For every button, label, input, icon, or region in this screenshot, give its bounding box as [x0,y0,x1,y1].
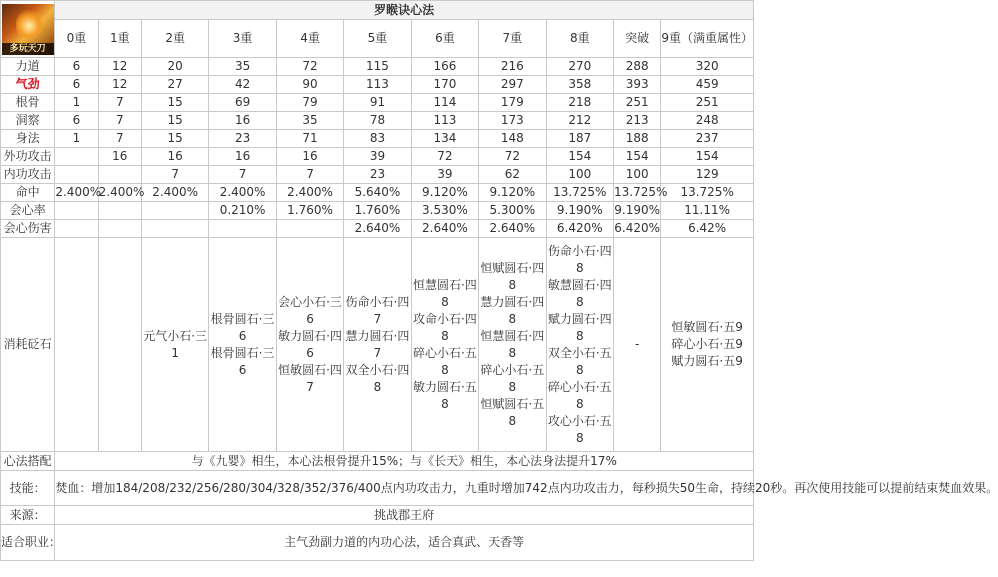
level-header-row [1,20,754,58]
table-cell: 23 [344,166,411,184]
footer-row [1,525,754,561]
table-cell: 358 [546,76,613,94]
table-cell: 15 [141,94,208,112]
table-cell: 71 [276,130,343,148]
row-label: 根骨 [1,94,55,112]
stone-line: 8 [508,413,517,428]
stone-line: 双全小石·四 [345,362,410,377]
stone-line: 8 [441,396,449,411]
stone-line: 8 [575,396,584,411]
stone-line: 攻命小石·四 [412,311,477,326]
stone-line: 6 [306,311,314,326]
table-cell: 148 [479,130,546,148]
stone-line: 敏力圆石·四 [278,328,342,343]
stone-line: 碎心小石·五 [412,345,477,360]
table-cell: 251 [613,94,660,112]
stone-line: 恒赋圆石·四 [480,260,545,275]
table-cell: 2.640% [479,220,546,238]
table-cell: 166 [411,58,478,76]
footer-label: 心法搭配 [1,452,55,471]
stones-cell [479,238,546,452]
stone-line: 8 [575,294,584,309]
level-header-5: 5重 [344,20,411,58]
table-cell: 27 [141,76,208,94]
level-header-10: 9重（满重属性） [661,20,754,58]
table-cell: 7 [98,130,141,148]
stone-line: 恒敏圆石·五9 [671,320,743,334]
footer-text: 挑战郡王府 [55,506,754,525]
table-row [1,202,754,220]
stone-line: 元气小石·三 [143,328,208,343]
table-cell: 2.400% [98,184,141,202]
table-cell: 15 [141,112,208,130]
stone-line: 8 [441,294,449,309]
footer-row [1,506,754,525]
stones-cell [411,238,478,452]
stone-line: 攻心小石·五 [547,413,612,428]
stone-line: 8 [508,311,517,326]
row-label: 外功攻击 [1,148,55,166]
level-header-6: 6重 [411,20,478,58]
stones-row [1,238,754,452]
level-header-8: 8重 [546,20,613,58]
table-cell: 35 [276,112,343,130]
table-cell: 79 [276,94,343,112]
table-cell: 16 [141,148,208,166]
level-header-4: 4重 [276,20,343,58]
table-cell: 134 [411,130,478,148]
row-label: 身法 [1,130,55,148]
table-cell: 23 [209,130,276,148]
table-cell [98,166,141,184]
table-cell: 237 [661,130,754,148]
level-header-7: 7重 [479,20,546,58]
table-cell: 72 [479,148,546,166]
stone-line: 慧力圆石·四 [480,294,545,309]
stone-line: 敏慧圆石·四 [547,277,612,292]
stones-cell [141,238,208,452]
table-cell: 90 [276,76,343,94]
stone-line: 敏力圆石·五 [412,379,477,394]
footer-row [1,471,754,506]
row-label: 内功攻击 [1,166,55,184]
stones-cell [55,238,98,452]
table-cell: 288 [613,58,660,76]
stone-line: 恒敏圆石·四 [278,362,342,377]
stone-line: 7 [306,379,314,394]
table-cell [55,166,98,184]
table-cell: 6.420% [546,220,613,238]
table-cell: 2.640% [344,220,411,238]
table-cell: 5.300% [479,202,546,220]
table-cell [55,202,98,220]
table-cell [209,220,276,238]
table-cell: 1.760% [344,202,411,220]
stones-cell [546,238,613,452]
table-cell: 7 [98,112,141,130]
table-cell [98,220,141,238]
table-cell: 16 [209,112,276,130]
table-cell: 113 [411,112,478,130]
table-cell: 6.42% [661,220,754,238]
table-cell: 7 [98,94,141,112]
table-cell: 459 [661,76,754,94]
stone-line: 根骨圆石·三 [210,311,275,326]
table-cell: 2.400% [55,184,98,202]
table-cell: 248 [661,112,754,130]
table-cell: 100 [613,166,660,184]
table-cell: 9.120% [479,184,546,202]
stone-line: 8 [575,328,584,343]
flame-logo-icon [2,4,54,55]
footer-row [1,452,754,471]
table-row [1,166,754,184]
row-label: 会心伤害 [1,220,55,238]
table-cell: 179 [479,94,546,112]
stones-cell [98,238,141,452]
table-cell: 129 [661,166,754,184]
table-row [1,220,754,238]
row-label: 力道 [1,58,55,76]
table-cell: 1 [55,94,98,112]
logo-text: 多玩天刀 [2,43,54,55]
stone-line: 6 [238,362,247,377]
stone-line: 7 [373,311,382,326]
table-cell: 83 [344,130,411,148]
table-cell [55,220,98,238]
table-cell: 100 [546,166,613,184]
table-cell: 270 [546,58,613,76]
stone-line: 双全小石·五 [547,345,612,360]
stone-line: 8 [508,277,517,292]
table-cell: 188 [613,130,660,148]
stone-line: 8 [575,260,584,275]
table-cell: 39 [411,166,478,184]
table-cell: 113 [344,76,411,94]
table-cell: 320 [661,58,754,76]
table-cell: 173 [479,112,546,130]
table-cell: 6 [55,112,98,130]
table-cell: 216 [479,58,546,76]
stone-line: 赋力圆石·四 [547,311,612,326]
row-label: 命中 [1,184,55,202]
stone-line: 碎心小石·五 [480,362,545,377]
table-cell: 2.640% [411,220,478,238]
table-cell: 0.210% [209,202,276,220]
stone-line: 6 [306,345,314,360]
table-title: 罗睺诀心法 [55,1,754,20]
table-cell: 20 [141,58,208,76]
table-cell: 16 [98,148,141,166]
stone-line: 恒赋圆石·五 [480,396,545,411]
table-cell [276,220,343,238]
table-cell: 91 [344,94,411,112]
table-cell: 6 [55,58,98,76]
table-cell: 187 [546,130,613,148]
stone-line: - [634,337,640,351]
row-label: 气劲 [1,76,55,94]
table-cell: 13.725% [546,184,613,202]
table-cell: 297 [479,76,546,94]
table-cell: 72 [411,148,478,166]
row-label: 洞察 [1,112,55,130]
table-cell: 218 [546,94,613,112]
row-label: 消耗砭石 [1,238,55,452]
table-row [1,112,754,130]
stone-line: 6 [238,328,247,343]
table-cell: 2.400% [209,184,276,202]
table-cell: 2.400% [141,184,208,202]
table-cell [98,202,141,220]
stone-line: 赋力圆石·五9 [671,354,743,368]
table-cell: 11.11% [661,202,754,220]
table-cell: 9.190% [546,202,613,220]
table-cell: 1.760% [276,202,343,220]
table-cell: 114 [411,94,478,112]
stones-cell [276,238,343,452]
table-cell: 15 [141,130,208,148]
table-cell: 5.640% [344,184,411,202]
table-cell: 1 [55,130,98,148]
table-cell [141,202,208,220]
stone-line: 8 [441,328,449,343]
stones-cell [661,238,754,452]
table-row [1,184,754,202]
table-cell: 2.400% [276,184,343,202]
footer-text: 焚血：增加184/208/232/256/280/304/328/352/376/400点内功攻击力，九重时增加742点内功攻击力，每秒损失50生命，持续20秒。再次使用技能可以提前结束焚血效果。 [55,471,754,506]
stone-line: 8 [575,430,584,445]
table-cell [55,148,98,166]
table-cell: 7 [209,166,276,184]
table-cell: 78 [344,112,411,130]
table-cell: 72 [276,58,343,76]
stone-line: 8 [508,345,517,360]
table-cell: 9.120% [411,184,478,202]
table-cell: 393 [613,76,660,94]
stone-line: 伤命小石·四 [345,294,410,309]
table-row [1,76,754,94]
table-cell: 213 [613,112,660,130]
table-cell: 7 [276,166,343,184]
table-cell: 39 [344,148,411,166]
level-header-3: 3重 [209,20,276,58]
logo-cell [1,1,55,58]
footer-text: 主气劲副力道的内功心法，适合真武、天香等 [55,525,754,561]
stone-line: 1 [171,345,179,360]
footer-label: 来源： [1,506,55,525]
table-cell: 154 [661,148,754,166]
stone-line: 碎心小石·五 [547,379,612,394]
level-header-0: 0重 [55,20,98,58]
stone-line: 8 [575,362,584,377]
table-cell: 16 [276,148,343,166]
level-header-2: 2重 [141,20,208,58]
table-cell: 3.530% [411,202,478,220]
table-cell: 7 [141,166,208,184]
table-cell: 35 [209,58,276,76]
row-label: 会心率 [1,202,55,220]
stone-line: 7 [373,345,382,360]
table-cell: 12 [98,58,141,76]
level-header-9: 突破 [613,20,660,58]
table-cell: 13.725% [661,184,754,202]
table-cell: 6.420% [613,220,660,238]
level-header-1: 1重 [98,20,141,58]
stone-line: 8 [508,379,517,394]
table-cell: 212 [546,112,613,130]
stone-line: 根骨圆石·三 [210,345,275,360]
footer-label: 技能： [1,471,55,506]
table-row [1,94,754,112]
table-cell: 115 [344,58,411,76]
stone-line: 伤命小石·四 [547,243,612,258]
stones-cell [613,238,660,452]
table-cell: 170 [411,76,478,94]
table-cell: 251 [661,94,754,112]
footer-label: 适合职业： [1,525,55,561]
table-cell: 42 [209,76,276,94]
table-cell: 13.725% [613,184,660,202]
table-cell: 62 [479,166,546,184]
stone-line: 慧力圆石·四 [345,328,410,343]
table-cell: 154 [546,148,613,166]
table-row [1,148,754,166]
table-row [1,130,754,148]
stones-cell [209,238,276,452]
stone-line: 恒慧圆石·四 [412,277,477,292]
table-row [1,58,754,76]
table-cell: 12 [98,76,141,94]
stones-cell [344,238,411,452]
table-cell: 16 [209,148,276,166]
table-cell: 9.190% [613,202,660,220]
stone-line: 8 [441,362,449,377]
table-cell: 6 [55,76,98,94]
stone-line: 会心小石·三 [278,294,342,309]
table-cell: 69 [209,94,276,112]
stone-line: 8 [373,379,382,394]
table-cell: 154 [613,148,660,166]
footer-text: 与《九婴》相生，本心法根骨提升15%；与《长天》相生，本心法身法提升17% [55,452,754,471]
table-cell [141,220,208,238]
stone-line: 碎心小石·五9 [671,337,743,351]
stone-line: 恒慧圆石·四 [480,328,545,343]
